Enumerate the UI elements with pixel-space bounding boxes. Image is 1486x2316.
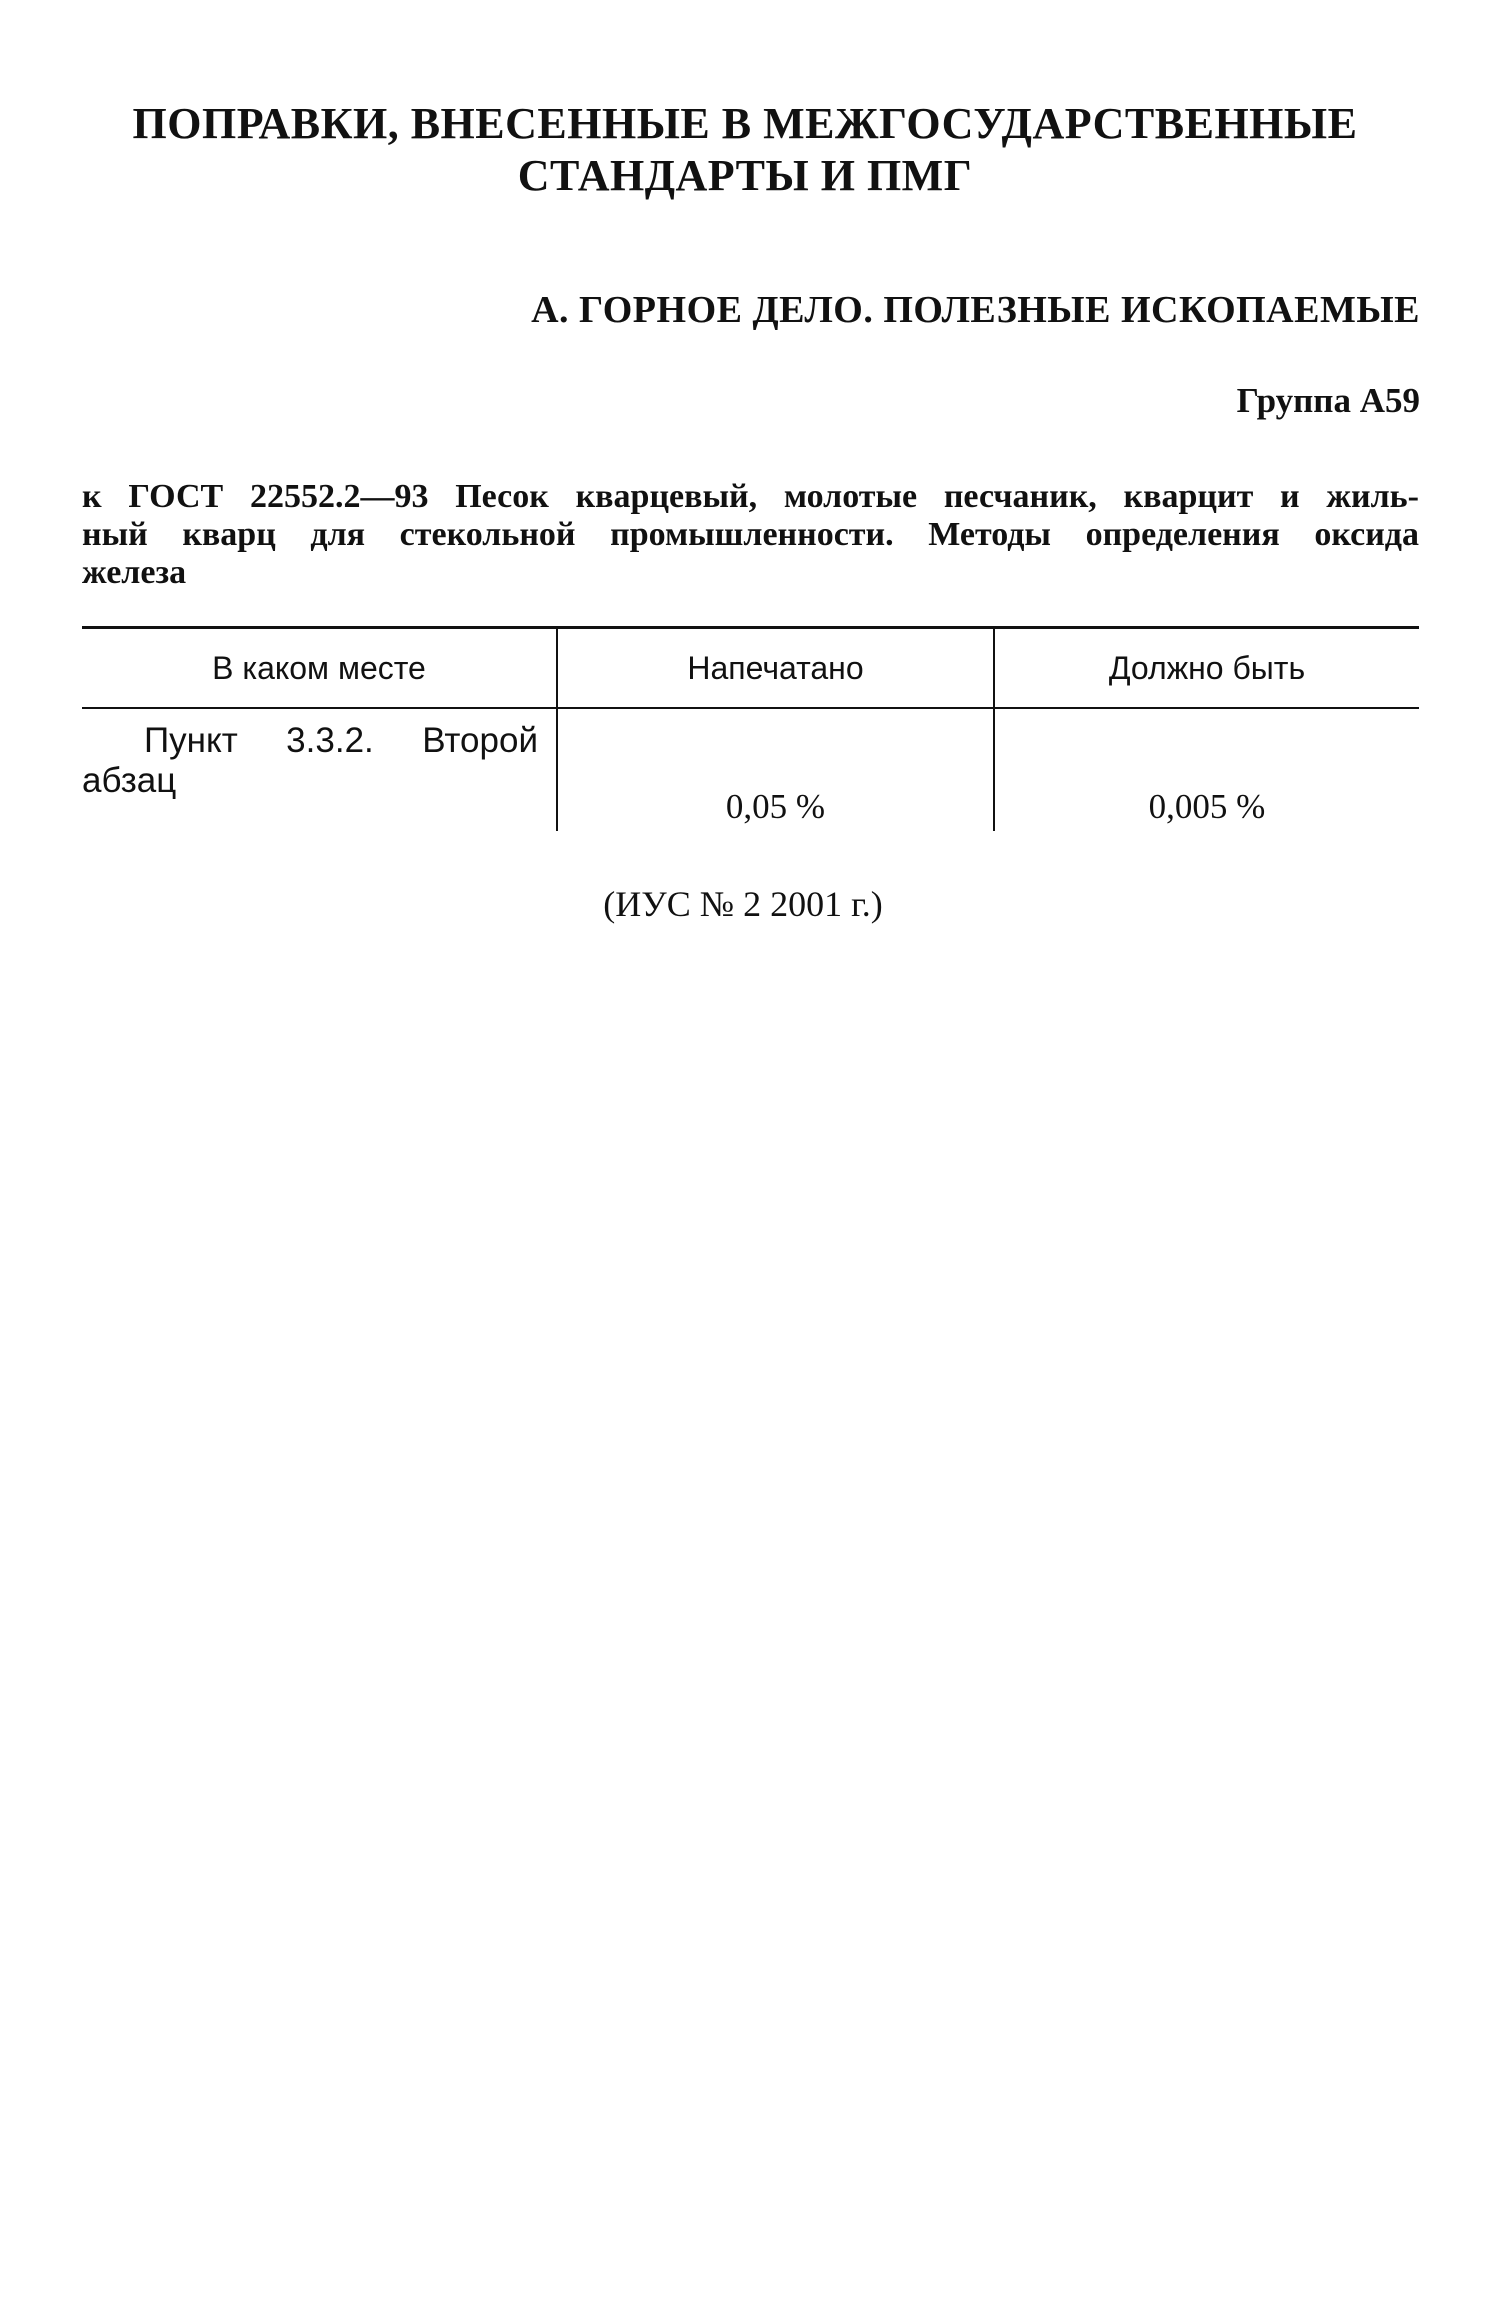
amendment-title [82,478,1419,592]
header-place: В каком месте [82,629,557,708]
table-header-row [82,629,1419,708]
amendment-table-container [82,626,1419,831]
cell-place-line-1: Пункт 3.3.2. Второй [144,721,538,760]
section-heading: А. ГОРНОЕ ДЕЛО. ПОЛЕЗНЫЕ ИСКОПАЕМЫЕ [531,289,1420,331]
amendment-title-line-3: железа [82,554,187,591]
amendment-table [82,629,1419,831]
header-printed: Напечатано [557,629,994,708]
cell-place-line-2: абзац [82,761,177,800]
amendment-title-line-1: к ГОСТ 22552.2—93 Песок кварцевый, молотые песчаник, кварцит и жиль- [82,478,1419,515]
main-title-line-2: СТАНДАРТЫ И ПМГ [517,151,973,200]
group-label: Группа А59 [1236,381,1420,420]
cell-printed: 0,05 % [557,708,994,831]
cell-should-be: 0,005 % [994,708,1419,831]
main-title [80,98,1410,202]
main-title-line-1: ПОПРАВКИ, ВНЕСЕННЫЕ В МЕЖГОСУДАРСТВЕННЫЕ [132,99,1358,148]
amendment-title-line-2: ный кварц для стекольной промышленности. Методы определения оксида [82,516,1419,553]
table-row [82,708,1419,831]
header-should-be: Должно быть [994,629,1419,708]
cell-place [82,708,557,831]
source-note: (ИУС № 2 2001 г.) [603,884,883,924]
